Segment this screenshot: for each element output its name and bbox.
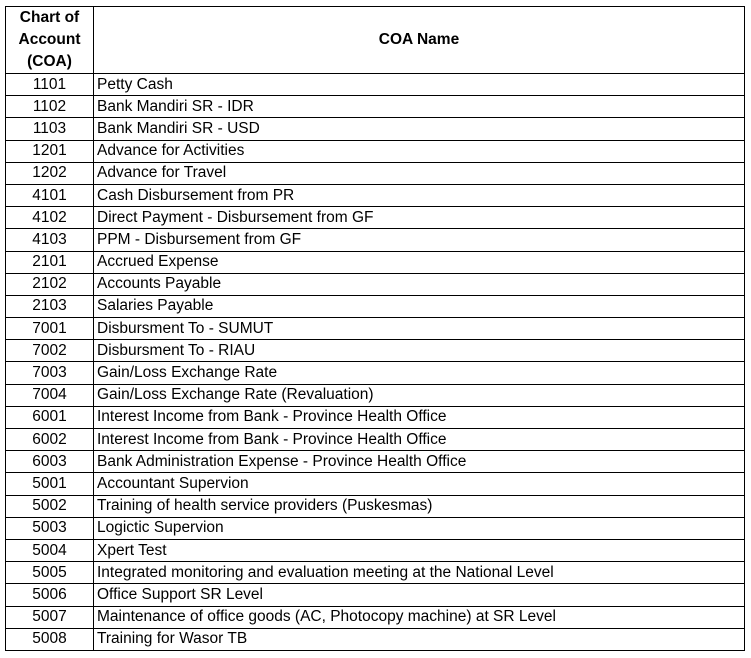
coa-name-cell: Advance for Travel [94,162,745,184]
header-row [6,7,745,74]
table-row [6,74,745,96]
coa-code-cell: 2103 [6,295,94,317]
table-row [6,273,745,295]
table-row [6,628,745,650]
table-row [6,118,745,140]
coa-name-cell: Petty Cash [94,74,745,96]
coa-code-header [6,7,94,74]
table-row [6,562,745,584]
coa-name-cell: Xpert Test [94,539,745,561]
table-row [6,495,745,517]
coa-name-cell: Salaries Payable [94,295,745,317]
table-row [6,429,745,451]
coa-code-cell: 6001 [6,406,94,428]
table-row [6,184,745,206]
table-row [6,251,745,273]
table-row [6,406,745,428]
coa-name-cell: Office Support SR Level [94,584,745,606]
coa-code-cell: 1102 [6,96,94,118]
table-row [6,340,745,362]
coa-code-cell: 7002 [6,340,94,362]
coa-code-cell: 1103 [6,118,94,140]
coa-name-header: COA Name [94,7,745,74]
coa-name-cell: Bank Administration Expense - Province Health Office [94,451,745,473]
coa-code-cell: 4101 [6,184,94,206]
coa-code-cell: 1101 [6,74,94,96]
coa-name-cell: Gain/Loss Exchange Rate [94,362,745,384]
coa-name-cell: Direct Payment - Disbursement from GF [94,207,745,229]
coa-code-cell: 5008 [6,628,94,650]
coa-code-cell: 7003 [6,362,94,384]
coa-code-cell: 4103 [6,229,94,251]
coa-code-cell: 5003 [6,517,94,539]
table-row [6,517,745,539]
coa-name-cell: Bank Mandiri SR - USD [94,118,745,140]
table-row [6,162,745,184]
coa-table [5,6,745,651]
coa-name-cell: Accrued Expense [94,251,745,273]
coa-code-cell: 5006 [6,584,94,606]
table-row [6,362,745,384]
coa-name-cell: Disbursment To - SUMUT [94,318,745,340]
table-row [6,384,745,406]
coa-name-cell: Gain/Loss Exchange Rate (Revaluation) [94,384,745,406]
coa-name-cell: Disbursment To - RIAU [94,340,745,362]
table-row [6,539,745,561]
coa-code-cell: 7001 [6,318,94,340]
coa-table-body [6,74,745,651]
coa-code-cell: 5002 [6,495,94,517]
coa-name-cell: Maintenance of office goods (AC, Photocopy machine) at SR Level [94,606,745,628]
table-row [6,473,745,495]
coa-code-header-line-3: (COA) [27,53,72,70]
table-row [6,229,745,251]
coa-code-cell: 5001 [6,473,94,495]
coa-name-cell: Integrated monitoring and evaluation meeting at the National Level [94,562,745,584]
coa-name-cell: Interest Income from Bank - Province Health Office [94,429,745,451]
coa-name-cell: Interest Income from Bank - Province Health Office [94,406,745,428]
table-row [6,318,745,340]
table-row [6,451,745,473]
table-row [6,606,745,628]
coa-code-cell: 1201 [6,140,94,162]
table-row [6,96,745,118]
coa-name-cell: Training of health service providers (Puskesmas) [94,495,745,517]
coa-code-header-line-2: Account [18,31,81,48]
coa-name-cell: Advance for Activities [94,140,745,162]
coa-code-cell: 6002 [6,429,94,451]
coa-name-cell: Accountant Supervion [94,473,745,495]
coa-name-cell: Logictic Supervion [94,517,745,539]
coa-code-cell: 2102 [6,273,94,295]
table-row [6,584,745,606]
coa-name-cell: Training for Wasor TB [94,628,745,650]
coa-code-cell: 5004 [6,539,94,561]
coa-name-cell: Accounts Payable [94,273,745,295]
table-row [6,140,745,162]
coa-name-cell: Bank Mandiri SR - IDR [94,96,745,118]
coa-code-cell: 7004 [6,384,94,406]
coa-code-cell: 5005 [6,562,94,584]
coa-name-cell: PPM - Disbursement from GF [94,229,745,251]
coa-code-cell: 1202 [6,162,94,184]
table-row [6,295,745,317]
coa-code-header-line-1: Chart of [19,9,80,26]
coa-code-cell: 4102 [6,207,94,229]
coa-code-cell: 6003 [6,451,94,473]
table-row [6,207,745,229]
coa-name-cell: Cash Disbursement from PR [94,184,745,206]
coa-code-cell: 5007 [6,606,94,628]
coa-code-cell: 2101 [6,251,94,273]
